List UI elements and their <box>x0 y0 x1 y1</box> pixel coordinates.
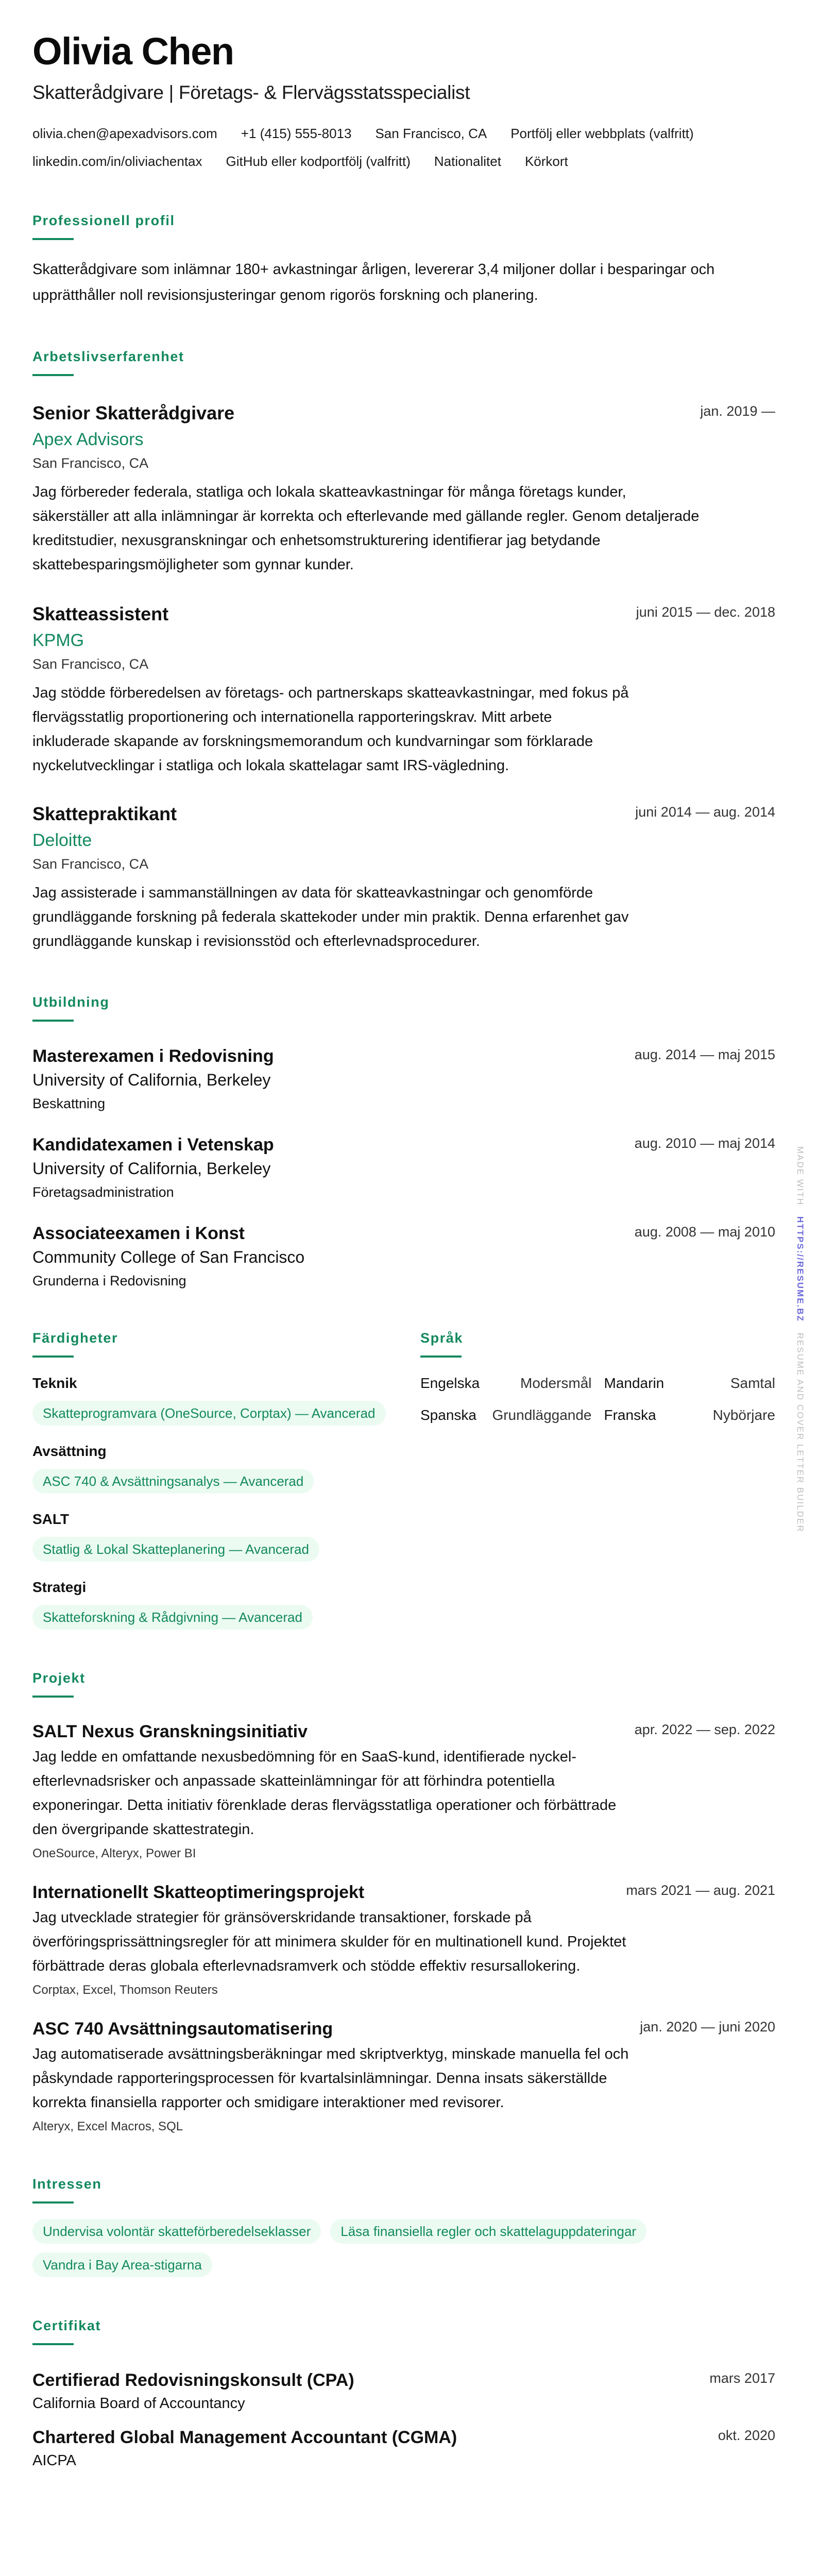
section-divider <box>32 2201 74 2204</box>
section-divider <box>32 1696 74 1698</box>
interest-pill: Läsa finansiella regler och skattelaguppdateringar <box>330 2219 646 2244</box>
project-item <box>32 1720 775 1862</box>
project-item <box>32 1881 775 1999</box>
project-date: apr. 2022 — sep. 2022 <box>634 1722 775 1737</box>
education-item <box>32 1134 775 1201</box>
project-description: Jag utvecklade strategier för gränsöverskridande transaktioner, forskade på överföringsprissättningsregler för att minimera skulder för en multinationell kund. Projektet förbättrade deras globala efterlevnadsramverk och stödde effektiv resursallokering. <box>32 1909 626 1974</box>
section-title: Intressen <box>32 2176 102 2192</box>
skill-category: SALT <box>32 1511 70 1527</box>
job-title: Skattepraktikant <box>32 803 177 824</box>
projects-section <box>32 1669 775 2136</box>
education-date: aug. 2010 — maj 2014 <box>634 1136 775 1151</box>
certificate-date: mars 2017 <box>709 2370 775 2386</box>
language-item <box>420 1406 592 1424</box>
skill-pill: Skatteprogramvara (OneSource, Corptax) — Avancerad <box>32 1401 386 1426</box>
interest-pill: Undervisa volontär skatteförberedelseklasser <box>32 2219 321 2244</box>
skill-pill: ASC 740 & Avsättningsanalys — Avancerad <box>32 1469 314 1494</box>
job-date: juni 2015 — dec. 2018 <box>636 604 775 620</box>
job-title: Senior Skatterådgivare <box>32 402 235 423</box>
project-title: Internationellt Skatteoptimeringsprojekt <box>32 1883 365 1902</box>
language-item <box>420 1375 592 1392</box>
contact-linkedin[interactable]: linkedin.com/in/oliviachentax <box>32 154 202 169</box>
project-item <box>32 2018 775 2136</box>
study-field: Grunderna i Redovisning <box>32 1273 186 1289</box>
section-title: Projekt <box>32 1670 86 1686</box>
experience-item <box>32 402 775 577</box>
section-title: Professionell profil <box>32 213 175 228</box>
language-name: Spanska <box>420 1407 476 1423</box>
certificate-date: okt. 2020 <box>718 2428 775 2443</box>
contact-location: San Francisco, CA <box>375 126 487 141</box>
interest-pill: Vandra i Bay Area-stigarna <box>32 2252 212 2277</box>
experience-item <box>32 603 775 778</box>
degree-title: Masterexamen i Redovisning <box>32 1046 274 1066</box>
education-date: aug. 2014 — maj 2015 <box>634 1047 775 1062</box>
skill-pill: Statlig & Lokal Skatteplanering — Avancerad <box>32 1537 319 1562</box>
interest-list <box>32 2219 775 2277</box>
candidate-name: Olivia Chen <box>32 30 234 73</box>
job-date: jan. 2019 — <box>700 403 775 419</box>
project-tech: Corptax, Excel, Thomson Reuters <box>32 1983 218 1997</box>
job-description: Jag stödde förberedelsen av företags- och partnerskaps skatteavkastningar, med fokus på flervägsstatlig proportionering och internationella rapporteringskrav. Mitt arbete inkluderade skapande av forskningsmemorandum och kundvarningar som förklarade nyckelutvecklingar i statliga och lokala skattelagar samt IRS-vägledning. <box>32 685 629 774</box>
project-title: ASC 740 Avsättningsautomatisering <box>32 2019 333 2039</box>
school-name: University of California, Berkeley <box>32 1071 271 1089</box>
builder-watermark <box>795 1146 805 1533</box>
section-title: Certifikat <box>32 2318 101 2333</box>
watermark-prefix: MADE WITH <box>795 1146 805 1206</box>
project-description: Jag ledde en omfattande nexusbedömning för en SaaS-kund, identifierade nyckel-efterlevnadsrisker och anpassade skatteinlämningar för att förhindra potentiella exponeringar. Detta initiativ förenklade deras flervägsstatliga operationer och förbättrade den övergripande skattestrategin. <box>32 1749 617 1838</box>
contact-email[interactable]: olivia.chen@apexadvisors.com <box>32 126 217 141</box>
certificate-item <box>32 2426 775 2470</box>
profile-summary: Skatterådgivare som inlämnar 180+ avkastningar årligen, levererar 3,4 miljoner dollar i besparingar och upprätthåller noll revisionsjusteringar genom rigorös forskning och planering. <box>32 261 715 303</box>
watermark-link[interactable]: HTTPS://RESUME.BZ <box>795 1216 805 1322</box>
school-name: University of California, Berkeley <box>32 1159 271 1178</box>
section-divider <box>32 2343 74 2345</box>
skills-languages-row <box>32 1329 775 1630</box>
certificate-item <box>32 2369 775 2413</box>
degree-title: Associateexamen i Konst <box>32 1224 245 1243</box>
contact-list <box>32 120 775 175</box>
project-tech: OneSource, Alteryx, Power BI <box>32 1846 196 1860</box>
skill-pill: Skatteforskning & Rådgivning — Avancerad <box>32 1605 313 1630</box>
job-description: Jag förbereder federala, statliga och lokala skatteavkastningar för många företags kunder, säkerställer att alla inlämningar är korrekta och efterlevande med gällande regler. Genom detaljerade kreditstudier, nexusgranskningar och enhetsomstrukturering identifierar jag betydande skattebesparingsmöjligheter som gynnar kunder. <box>32 484 700 573</box>
study-field: Företagsadministration <box>32 1184 174 1200</box>
language-level: Samtal <box>730 1375 775 1391</box>
project-date: mars 2021 — aug. 2021 <box>626 1883 775 1898</box>
project-date: jan. 2020 — juni 2020 <box>640 2019 775 2035</box>
contact-license: Körkort <box>524 154 568 169</box>
certificate-issuer: AICPA <box>32 2452 76 2469</box>
watermark-suffix: RESUME AND COVER LETTER BUILDER <box>795 1332 805 1533</box>
section-divider <box>32 374 74 376</box>
language-level: Modersmål <box>520 1375 592 1391</box>
languages-section <box>420 1329 775 1630</box>
resume-page <box>32 0 775 2485</box>
section-divider <box>32 1020 74 1022</box>
skill-group <box>32 1375 420 1426</box>
language-name: Mandarin <box>604 1375 664 1391</box>
profile-section <box>32 211 775 308</box>
certificates-section <box>32 2316 775 2470</box>
skill-group <box>32 1511 420 1562</box>
job-location: San Francisco, CA <box>32 656 149 672</box>
language-list <box>420 1375 775 1424</box>
education-section <box>32 993 775 1290</box>
skill-category: Strategi <box>32 1579 87 1595</box>
contact-github[interactable]: GitHub eller kodportfölj (valfritt) <box>226 154 411 169</box>
interests-section <box>32 2175 775 2277</box>
skill-group <box>32 1443 420 1494</box>
job-location: San Francisco, CA <box>32 455 149 471</box>
school-name: Community College of San Francisco <box>32 1248 305 1266</box>
project-title: SALT Nexus Granskningsinitiativ <box>32 1722 308 1741</box>
language-level: Nybörjare <box>712 1407 775 1423</box>
section-divider <box>32 1355 74 1358</box>
language-item <box>604 1375 776 1392</box>
degree-title: Kandidatexamen i Vetenskap <box>32 1135 274 1155</box>
section-title: Arbetslivserfarenhet <box>32 349 184 364</box>
section-title: Färdigheter <box>32 1330 118 1346</box>
project-description: Jag automatiserade avsättningsberäkningar med skriptverktyg, minskade manuella fel och påskyndade rapporteringsprocessen för kvartalsinlämningar. Denna insats säkerställde korrekta finansiella rapporter och smidigare interaktioner med revisorer. <box>32 2046 629 2111</box>
skill-group <box>32 1579 420 1630</box>
language-item <box>604 1406 776 1424</box>
contact-phone: +1 (415) 555-8013 <box>241 126 352 141</box>
job-title: Skatteassistent <box>32 603 169 624</box>
study-field: Beskattning <box>32 1096 106 1111</box>
resume-header <box>32 31 775 175</box>
candidate-headline: Skatterådgivare | Företags- & Flervägsstatsspecialist <box>32 82 470 103</box>
job-date: juni 2014 — aug. 2014 <box>635 804 775 820</box>
contact-portfolio[interactable]: Portfölj eller webbplats (valfritt) <box>510 126 694 141</box>
experience-item <box>32 803 775 954</box>
job-company: KPMG <box>32 631 84 650</box>
education-item <box>32 1223 775 1290</box>
job-location: San Francisco, CA <box>32 856 149 872</box>
section-title: Utbildning <box>32 994 110 1010</box>
project-tech: Alteryx, Excel Macros, SQL <box>32 2120 183 2133</box>
skills-section <box>32 1329 420 1630</box>
education-date: aug. 2008 — maj 2010 <box>634 1224 775 1240</box>
certificate-name: Certifierad Redovisningskonsult (CPA) <box>32 2370 354 2390</box>
experience-section <box>32 347 775 954</box>
section-title: Språk <box>420 1330 464 1346</box>
language-name: Franska <box>604 1407 656 1423</box>
contact-nationality: Nationalitet <box>434 154 501 169</box>
certificate-issuer: California Board of Accountancy <box>32 2395 245 2412</box>
language-level: Grundläggande <box>492 1407 592 1423</box>
language-name: Engelska <box>420 1375 480 1391</box>
section-divider <box>420 1355 462 1358</box>
job-company: Apex Advisors <box>32 430 144 449</box>
certificate-name: Chartered Global Management Accountant (CGMA) <box>32 2428 457 2447</box>
skill-category: Avsättning <box>32 1443 107 1459</box>
skill-category: Teknik <box>32 1375 77 1391</box>
section-divider <box>32 238 74 240</box>
job-company: Deloitte <box>32 831 92 850</box>
education-item <box>32 1045 775 1112</box>
job-description: Jag assisterade i sammanställningen av data för skatteavkastningar och genomförde grundläggande forskning på federala skattekoder under min praktik. Denna erfarenhet gav grundläggande kunskap i revisionsstöd och efterlevnadsprocedurer. <box>32 885 629 950</box>
